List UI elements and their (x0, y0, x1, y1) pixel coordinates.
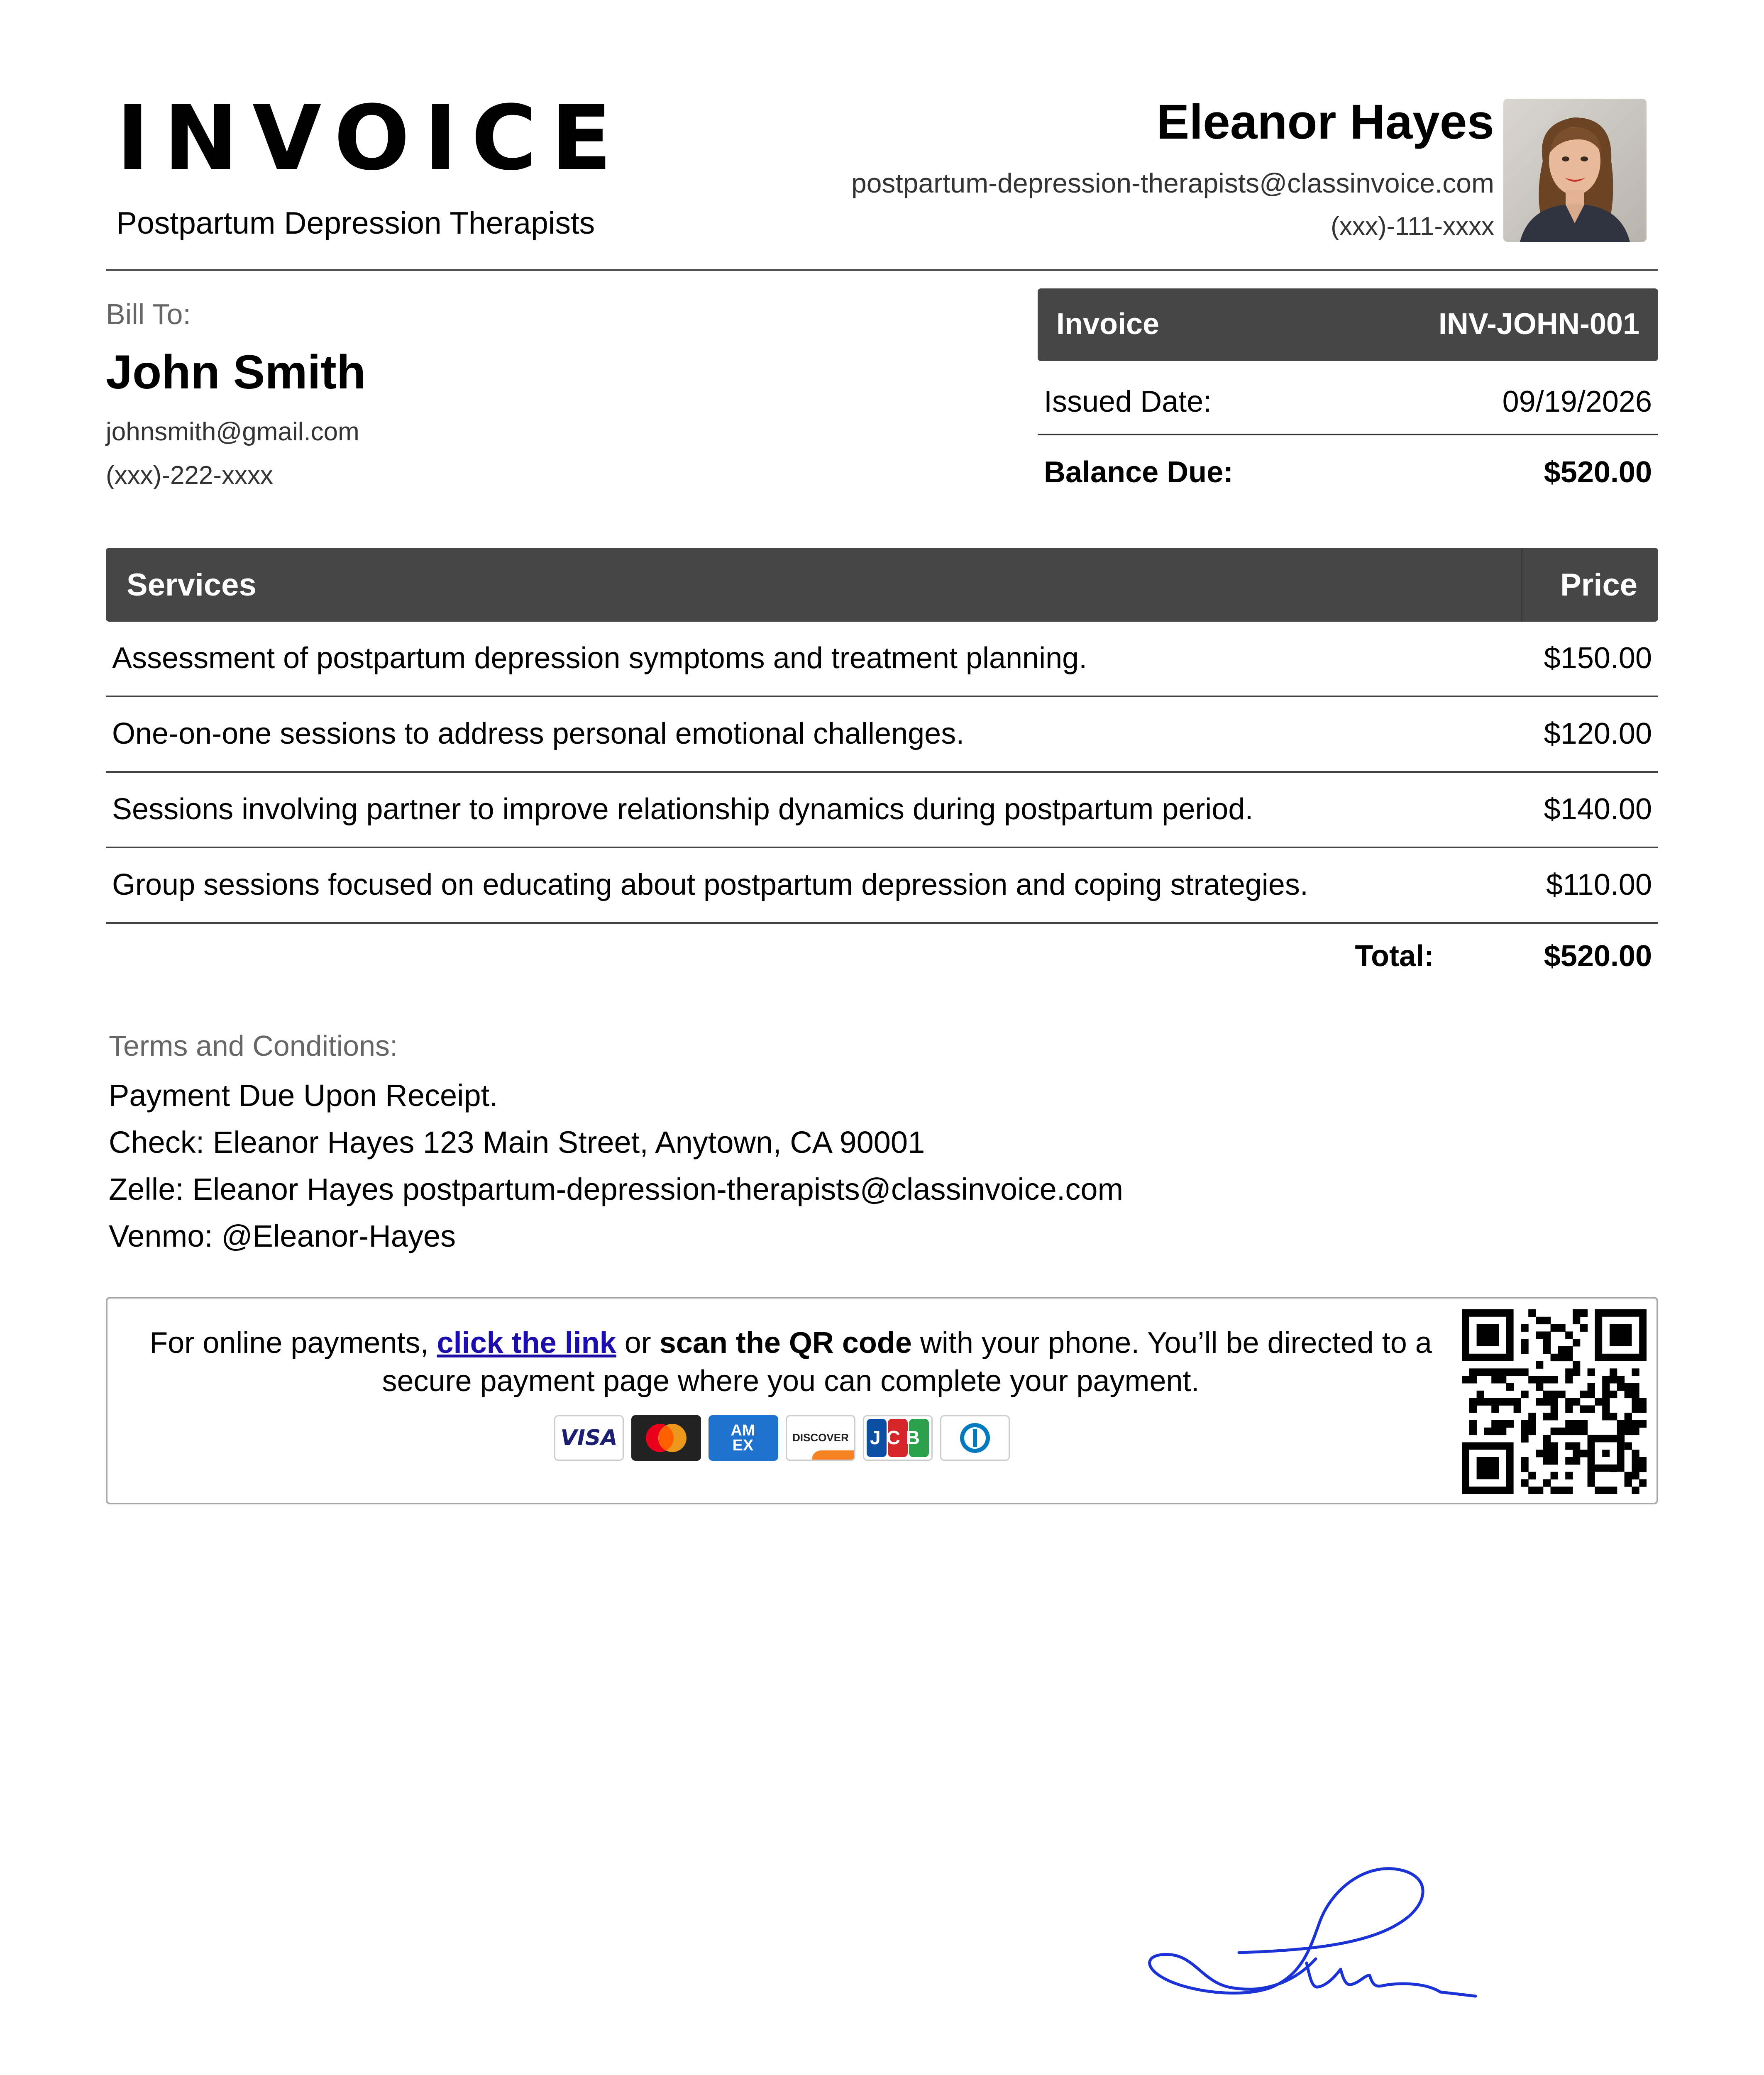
invoice-title: INVOICE (116, 86, 626, 190)
visa-label: VISA (560, 1426, 618, 1450)
payment-text: or (616, 1326, 660, 1360)
service-price: $110.00 (1546, 868, 1652, 901)
invoice-number-bar (1038, 288, 1658, 361)
diners-club-logo (941, 1416, 1009, 1460)
signature-drawing (1133, 1851, 1565, 2042)
service-price: $150.00 (1544, 642, 1652, 675)
terms-line: Check: Eleanor Hayes 123 Main Street, Anytown, CA 90001 (109, 1125, 925, 1160)
visa-icon (554, 1415, 624, 1461)
signature (1133, 1851, 1565, 2042)
discover-icon (786, 1415, 855, 1461)
sender-phone: (xxx)-111-xxxx (1331, 212, 1494, 241)
table-row (106, 773, 1658, 848)
service-description: Assessment of postpartum depression symptoms and treatment planning. (112, 642, 1087, 675)
service-price: $120.00 (1544, 717, 1652, 750)
scan-qr-text: scan the QR code (659, 1326, 912, 1360)
total-label: Total: (1355, 940, 1434, 973)
invoice-label: Invoice (1056, 308, 1160, 341)
balance-due-label: Balance Due: (1044, 456, 1234, 489)
client-email: johnsmith@gmail.com (106, 417, 359, 446)
services-table-header (106, 548, 1658, 622)
service-description: One-on-one sessions to address personal emotional challenges. (112, 717, 965, 750)
mastercard-icon (631, 1415, 701, 1461)
accepted-cards (554, 1415, 1010, 1461)
invoice-number: INV-JOHN-001 (1438, 308, 1639, 341)
issued-date-value: 09/19/2026 (1502, 385, 1652, 418)
payment-instructions (108, 1324, 1473, 1400)
terms-label: Terms and Conditions: (109, 1030, 398, 1062)
client-phone: (xxx)-222-xxxx (106, 461, 274, 490)
avatar-photo (1503, 99, 1647, 242)
service-description: Group sessions focused on educating about postpartum depression and coping strategies. (112, 868, 1308, 901)
qr-code-graphic (1462, 1309, 1647, 1494)
issued-date-label: Issued Date: (1044, 385, 1212, 418)
service-price: $140.00 (1544, 793, 1652, 826)
amex-label: AM EX (731, 1422, 755, 1454)
table-row (106, 697, 1658, 773)
discover-label: DISCOVER (792, 1431, 849, 1444)
jcb-icon (863, 1415, 933, 1461)
payment-qr-code[interactable] (1462, 1309, 1647, 1494)
header-divider (106, 269, 1658, 271)
services-column-header: Services (127, 567, 257, 603)
total-value: $520.00 (1544, 940, 1652, 973)
avatar (1503, 99, 1647, 242)
table-row (106, 848, 1658, 924)
client-name: John Smith (106, 346, 366, 399)
balance-due-row (1038, 440, 1658, 510)
column-separator (1521, 548, 1522, 622)
meta-divider (1038, 434, 1658, 435)
issued-date-row (1038, 365, 1658, 436)
amex-icon (709, 1415, 778, 1461)
payment-link[interactable]: click the link (437, 1326, 616, 1360)
diners-club-icon (940, 1415, 1010, 1461)
payment-text: with your phone. You’ll be directed to a secure payment page where you can complete your payment. (382, 1326, 1432, 1398)
payment-text: For online payments, (149, 1326, 437, 1360)
terms-line: Venmo: @Eleanor-Hayes (109, 1219, 456, 1253)
service-description: Sessions involving partner to improve relationship dynamics during postpartum period. (112, 793, 1253, 826)
price-column-header: Price (1560, 567, 1637, 603)
mastercard-circles (633, 1416, 700, 1460)
business-type: Postpartum Depression Therapists (116, 205, 595, 240)
sender-name: Eleanor Hayes (1156, 95, 1494, 149)
terms-line: Payment Due Upon Receipt. (109, 1078, 498, 1113)
terms-line: Zelle: Eleanor Hayes postpartum-depression-therapists@classinvoice.com (109, 1172, 1124, 1206)
table-row (106, 622, 1658, 697)
balance-due-value: $520.00 (1544, 456, 1652, 489)
jcb-label: JCB (870, 1427, 926, 1448)
bill-to-label: Bill To: (106, 298, 191, 330)
sender-email: postpartum-depression-therapists@classinvoice.com (851, 168, 1494, 198)
